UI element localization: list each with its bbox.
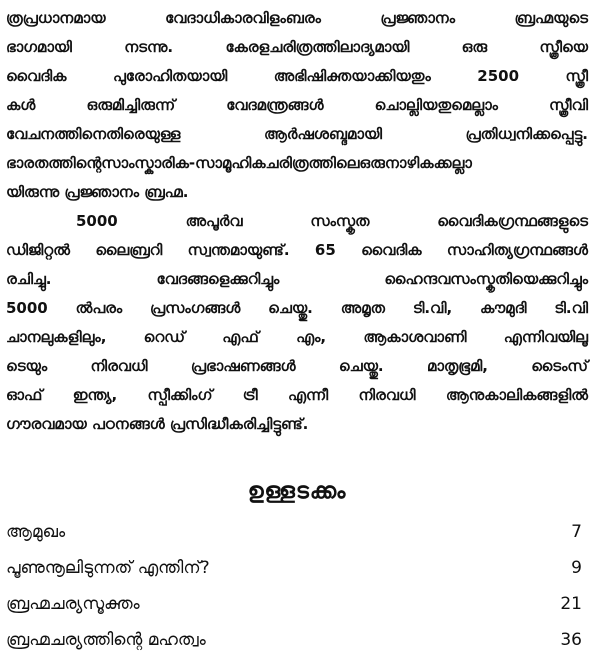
text-line: രചിച്ചു. വേദങ്ങളെക്കുറിച്ചും ഹൈന്ദവസംസ്കൃതിയെക്കുറിച്ചും [6, 270, 588, 288]
toc-entry[interactable] [6, 522, 588, 558]
text-line: ടെയും നിരവധി പ്രഭാഷണങ്ങൾ ചെയ്തു. മാതൃഭൂമി, ടൈംസ് [6, 357, 588, 375]
toc-entry[interactable] [6, 594, 588, 630]
body-paragraph-1 [6, 4, 588, 207]
toc-entry[interactable] [6, 630, 588, 666]
toc-entry-title: ആമുഖം [6, 522, 66, 542]
toc-heading: ഉള്ളടക്കം [247, 479, 347, 504]
text-line: വൈദിക പുരോഹിതയായി അഭിഷിക്തയാക്കിയതും 2500 സ്ത്രീ [6, 67, 588, 85]
toc-entry-title: പൂണുനൂലിടുന്നത് എന്തിന്? [6, 558, 210, 578]
text-line: ഡിജിറ്റൽ ലൈബ്രറി സ്വന്തമായുണ്ട്. 65 വൈദിക സാഹിത്യഗ്രന്ഥങ്ങൾ [6, 241, 588, 259]
text-line: വേചനത്തിനെതിരെയുള്ള ആർഷശബ്ദമായി പ്രതിധ്വനിക്കപ്പെട്ടു. [6, 125, 588, 143]
toc-entry[interactable] [6, 558, 588, 594]
text-line: ത്രപ്രധാനമായ വേദാധികാരവിളംബരം പ്രജ്ഞാനം ബ്രഹ്മയുടെ [6, 9, 588, 27]
text-line: ഭാരതത്തിന്റെസാംസ്കാരിക-സാമൂഹികചരിത്രത്തിലെഒരുനാഴികക്കല്ലാ [6, 154, 472, 172]
toc-entry-page: 21 [560, 594, 582, 614]
body-paragraph-2 [6, 207, 588, 439]
toc-entry-page: 7 [571, 522, 582, 542]
text-line: 5000 അപൂർവ സംസ്കൃത വൈദികഗ്രന്ഥങ്ങളുടെ [76, 212, 588, 230]
text-line: 5000 ൽപരം പ്രസംഗങ്ങൾ ചെയ്തു. അമൃത ടി.വി, കൗമുദി ടി.വി [6, 299, 588, 317]
text-line: ഓഫ് ഇന്ത്യ, സ്പീക്കിംഗ് ട്രീ എന്നീ നിരവധി ആനുകാലികങ്ങളിൽ [6, 386, 588, 404]
toc-entry-title: ബ്രഹ്മചര്യസൂക്തം [6, 594, 140, 614]
toc-entry-title: ബ്രഹ്മചര്യത്തിന്റെ മഹത്വം [6, 630, 206, 650]
text-line: കൾ ഒരുമിച്ചിരുന്ന് വേദമന്ത്രങ്ങൾ ചൊല്ലിയതുമെല്ലാം സ്ത്രീവി [6, 96, 588, 114]
toc-entry-page: 36 [560, 630, 582, 650]
text-line: യിരുന്നു പ്രജ്ഞാനം ബ്രഹ്മ. [6, 183, 189, 201]
toc-list [6, 522, 588, 666]
text-line: ചാനലുകളിലും, റെഡ് എഫ് എം, ആകാശവാണി എന്നിവയിലൂ [6, 328, 588, 346]
text-line: ഗൗരവമായ പഠനങ്ങൾ പ്രസിദ്ധീകരിച്ചിട്ടുണ്ട്. [6, 415, 309, 433]
toc-entry-page: 9 [571, 558, 582, 578]
text-line: ഭാഗമായി നടന്നു. കേരളചരിത്രത്തിലാദ്യമായി ഒരു സ്ത്രീയെ [6, 38, 588, 56]
